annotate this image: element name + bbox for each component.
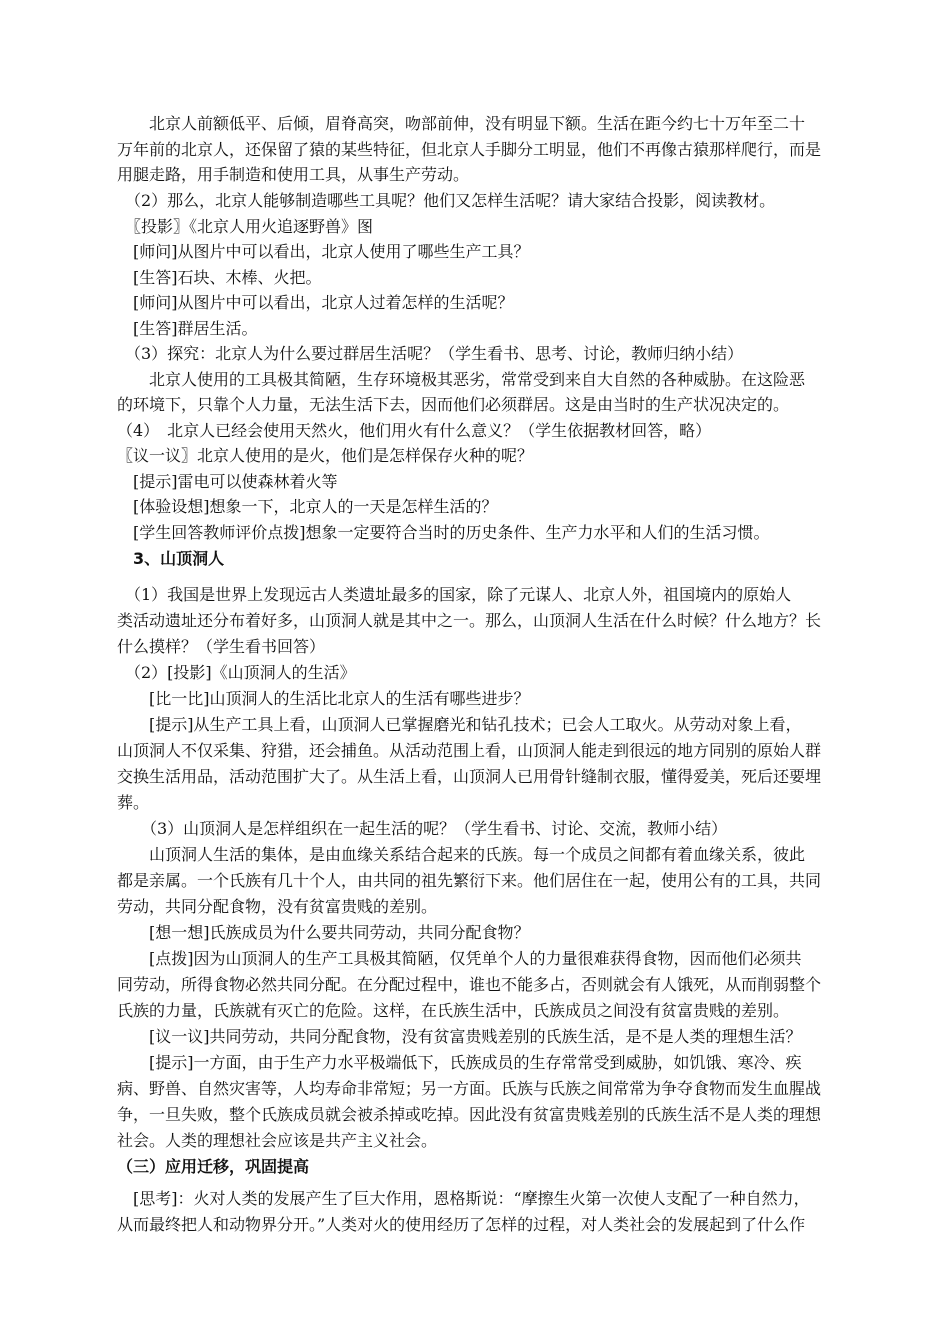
paragraph-line: [生答]石块、木棒、火把。: [117, 268, 322, 287]
paragraph-line: 从而最终把人和动物界分开。”人类对火的使用经历了怎样的过程，对人类社会的发展起到了什么作: [117, 1215, 806, 1234]
paragraph-line: 山顶洞人生活的集体，是由血缘关系结合起来的氏族。每一个成员之间都有着血缘关系，彼此: [117, 845, 806, 864]
paragraph-line: 北京人前额低平、后倾，眉脊高突，吻部前伸，没有明显下额。生活在距今约七十万年至二十: [117, 114, 806, 133]
paragraph-line: 用腿走路，用手制造和使用工具，从事生产劳动。: [117, 165, 470, 184]
paragraph-line: 〖投影〗《北京人用火追逐野兽》图: [117, 217, 374, 236]
paragraph-line: [生答]群居生活。: [117, 319, 258, 338]
paragraph-line: 劳动，共同分配食物，没有贫富贵贱的差别。: [117, 897, 438, 916]
paragraph-line: （3）探究：北京人为什么要过群居生活呢？（学生看书、思考、讨论，教师归纳小结）: [117, 344, 744, 363]
paragraph-line: [比一比]山顶洞人的生活比北京人的生活有哪些进步？: [117, 689, 530, 708]
paragraph-line: 都是亲属。一个氏族有几十个人，由共同的祖先繁衍下来。他们居住在一起，使用公有的工具，共同: [117, 871, 822, 890]
paragraph-line: （2）那么，北京人能够制造哪些工具呢？他们又怎样生活呢？请大家结合投影，阅读教材。: [117, 191, 776, 210]
paragraph-line: 山顶洞人不仅采集、狩猎，还会捕鱼。从活动范围上看，山顶洞人能走到很远的地方同别的原始人群: [117, 741, 822, 760]
paragraph-line: [想一想]氏族成员为什么要共同劳动，共同分配食物？: [117, 923, 530, 942]
paragraph-line: （4） 北京人已经会使用天然火，他们用火有什么意义？（学生依据教材回答，略）: [117, 421, 712, 440]
paragraph-line: 〖议一议〗北京人使用的是火，他们是怎样保存火种的呢？: [117, 446, 534, 465]
paragraph-line: 氏族的力量，氏族就有灭亡的危险。这样，在氏族生活中，氏族成员之间没有贫富贵贱的差别。: [117, 1001, 790, 1020]
paragraph-line: 万年前的北京人，还保留了猿的某些特征，但北京人手脚分工明显，他们不再像古猿那样爬行，而是: [117, 140, 822, 159]
paragraph-line: 交换生活用品，活动范围扩大了。从生活上看，山顶洞人已用骨针缝制衣服，懂得爱美，死后还要埋: [117, 767, 822, 786]
paragraph-line: [师问]从图片中可以看出，北京人使用了哪些生产工具？: [117, 242, 530, 261]
paragraph-line: （1）我国是世界上发现远古人类遗址最多的国家，除了元谋人、北京人外，祖国境内的原始人: [117, 585, 792, 604]
paragraph-line: [提示]一方面，由于生产力水平极端低下，氏族成员的生存常常受到威胁，如饥饿、寒冷、疾: [117, 1053, 802, 1072]
section-heading: （三）应用迁移，巩固提高: [117, 1157, 310, 1176]
paragraph-line: （2）[投影]《山顶洞人的生活》: [117, 663, 356, 682]
paragraph-line: 病、野兽、自然灾害等，人均寿命非常短；另一方面。氏族与氏族之间常常为争夺食物而发生血腥战: [117, 1079, 822, 1098]
paragraph-line: （3）山顶洞人是怎样组织在一起生活的呢？（学生看书、讨论、交流，教师小结）: [117, 819, 728, 838]
paragraph-line: 社会。人类的理想社会应该是共产主义社会。: [117, 1131, 438, 1150]
paragraph-line: 争，一旦失败，整个氏族成员就会被杀掉或吃掉。因此没有贫富贵贱差别的氏族生活不是人类的理想: [117, 1105, 822, 1124]
paragraph-line: 葬。: [117, 793, 150, 812]
paragraph-line: [提示]从生产工具上看，山顶洞人已掌握磨光和钻孔技术；已会人工取火。从劳动对象上看，: [117, 715, 802, 734]
paragraph-line: [学生回答教师评价点拨]想象一定要符合当时的历史条件、生产力水平和人们的生活习惯。: [117, 523, 770, 542]
paragraph-line: [思考]：火对人类的发展产生了巨大作用，恩格斯说：“摩擦生火第一次使人支配了一种自然力，: [117, 1189, 810, 1208]
paragraph-line: 同劳动，所得食物必然共同分配。在分配过程中，谁也不能多占，否则就会有人饿死，从而削弱整个: [117, 975, 822, 994]
paragraph-line: [点拨]因为山顶洞人的生产工具极其简陋，仅凭单个人的力量很难获得食物，因而他们必须共: [117, 949, 802, 968]
paragraph-line: 什么摸样？（学生看书回答）: [117, 637, 326, 656]
paragraph-line: 北京人使用的工具极其简陋，生存环境极其恶劣，常常受到来自大自然的各种威胁。在这险恶: [117, 370, 806, 389]
section-heading: 3、山顶洞人: [117, 549, 225, 568]
paragraph-line: 的环境下，只靠个人力量，无法生活下去，因而他们必须群居。这是由当时的生产状况决定的。: [117, 395, 790, 414]
paragraph-line: [议一议]共同劳动，共同分配食物，没有贫富贵贱差别的氏族生活，是不是人类的理想生活？: [117, 1027, 802, 1046]
paragraph-line: 类活动遗址还分布着好多，山顶洞人就是其中之一。那么，山顶洞人生活在什么时候？什么地方？长: [117, 611, 822, 630]
paragraph-line: [提示]雷电可以使森林着火等: [117, 472, 338, 491]
paragraph-line: [师问]从图片中可以看出，北京人过着怎样的生活呢？: [117, 293, 514, 312]
paragraph-line: [体验设想]想象一下，北京人的一天是怎样生活的？: [117, 497, 498, 516]
